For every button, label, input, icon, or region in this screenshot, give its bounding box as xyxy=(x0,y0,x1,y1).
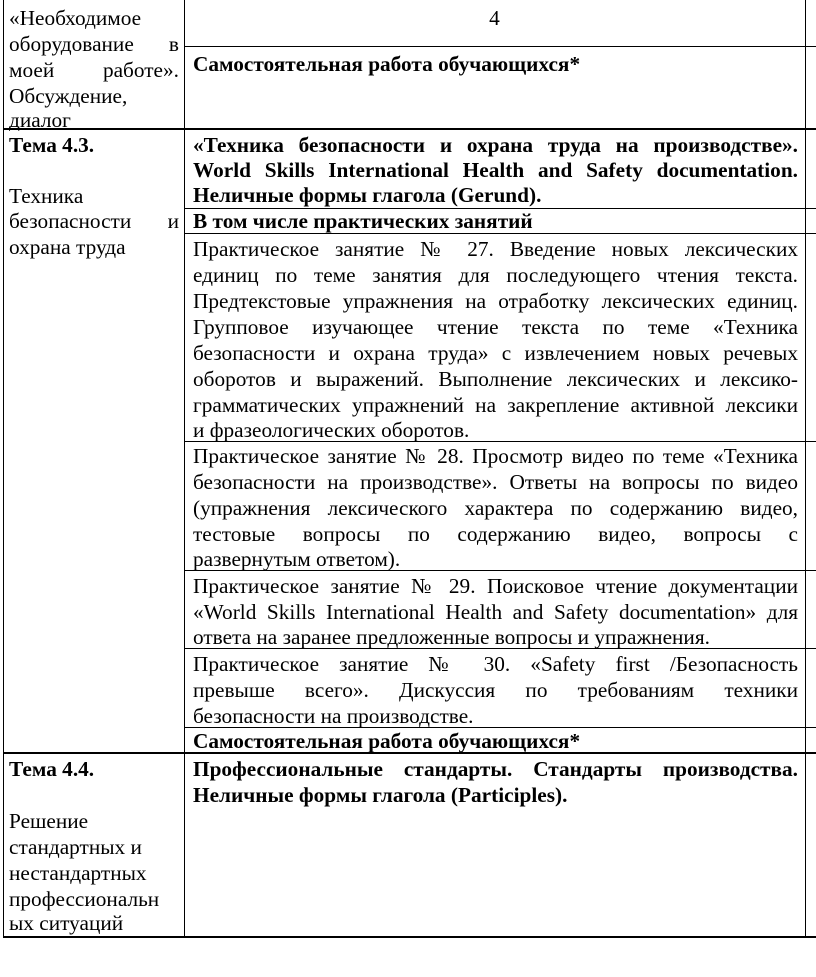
topic-number: Тема 4.3. xyxy=(9,133,95,157)
practical-27-line: Практическое занятие № 27. Введение новых лексических xyxy=(193,237,798,261)
practical-27-line: оборотов и выражений. Выполнение лексических и лексико- xyxy=(193,367,798,391)
topic-heading-line: World Skills International Health and Safety documentation. xyxy=(193,158,798,182)
topic-name-line: Техника xyxy=(9,184,84,208)
practical-29-line: Практическое занятие № 29. Поисковое чтение документации xyxy=(193,574,798,598)
topic-heading-line: Профессиональные стандарты. Стандарты производства. xyxy=(193,757,798,781)
column-divider-1 xyxy=(184,0,185,937)
lesson-title-line: Обсуждение, xyxy=(9,84,128,108)
topic-name-line: безопасности и xyxy=(9,209,179,233)
practical-27-line: единиц по теме занятия для последующего чтения текста. xyxy=(193,263,798,287)
practical-29-line: «World Skills International Health and Safety documentation» для xyxy=(193,600,798,624)
topic-name-line: ых ситуаций xyxy=(9,911,124,935)
self-work-heading: Самостоятельная работа обучающихся* xyxy=(193,52,581,76)
topic-name-line: профессиональн xyxy=(9,887,160,911)
lesson-title-line: «Необходимое xyxy=(9,6,142,30)
topic-name-line: стандартных и xyxy=(9,835,142,859)
practical-30-line: безопасности на производстве. xyxy=(193,704,474,728)
practical-28-line: (упражнения лексического характера по содержанию видео, xyxy=(193,496,798,520)
practical-28-line: Практическое занятие № 28. Просмотр видео по теме «Техника xyxy=(193,444,798,468)
hours-value: 4 xyxy=(489,6,500,30)
practical-28-line: безопасности на производстве». Ответы на вопросы по видео xyxy=(193,470,798,494)
practical-27-line: грамматических упражнений на закрепление активной лексики xyxy=(193,393,798,417)
topic-heading-line: Неличные формы глагола (Participles). xyxy=(193,783,568,807)
topic-name-line: охрана труда xyxy=(9,235,126,259)
practical-27-line: безопасности и охрана труда» с извлечением новых речевых xyxy=(193,341,798,365)
practical-29-line: ответа на заранее предложенные вопросы и упражнения. xyxy=(193,625,710,649)
lesson-title-line: моей работе». xyxy=(9,58,179,82)
lesson-title-line: диалог xyxy=(9,108,71,132)
practical-27-line: Групповое изучающее чтение текста по теме «Техника xyxy=(193,315,798,339)
practical-28-line: развернутым ответом). xyxy=(193,547,401,571)
topic-number: Тема 4.4. xyxy=(9,757,95,781)
row-line-hours xyxy=(184,46,816,47)
column-divider-2 xyxy=(805,0,806,937)
topic-heading-line: Неличные формы глагола (Gerund). xyxy=(193,183,542,207)
lesson-title-line: оборудование в xyxy=(9,32,179,56)
practical-27-line: Предтекстовые упражнения на отработку лексических единиц. xyxy=(193,289,798,313)
practical-30-line: превыше всего». Дискуссия по требованиям техники xyxy=(193,678,798,702)
table-border-bottom xyxy=(3,936,816,938)
practical-27-line: и фразеологических оборотов. xyxy=(193,418,470,442)
self-work-heading: Самостоятельная работа обучающихся* xyxy=(193,729,581,753)
practical-heading: В том числе практических занятий xyxy=(193,209,533,233)
topic-name-line: Решение xyxy=(9,809,89,833)
table-border-left xyxy=(3,0,4,937)
topic-name-line: нестандартных xyxy=(9,861,147,885)
topic-heading-line: «Техника безопасности и охрана труда на производстве». xyxy=(193,133,798,157)
practical-28-line: тестовые вопросы по содержанию видео, вопросы с xyxy=(193,522,798,546)
practical-30-line: Практическое занятие № 30. «Safety first /Безопасность xyxy=(193,652,798,676)
